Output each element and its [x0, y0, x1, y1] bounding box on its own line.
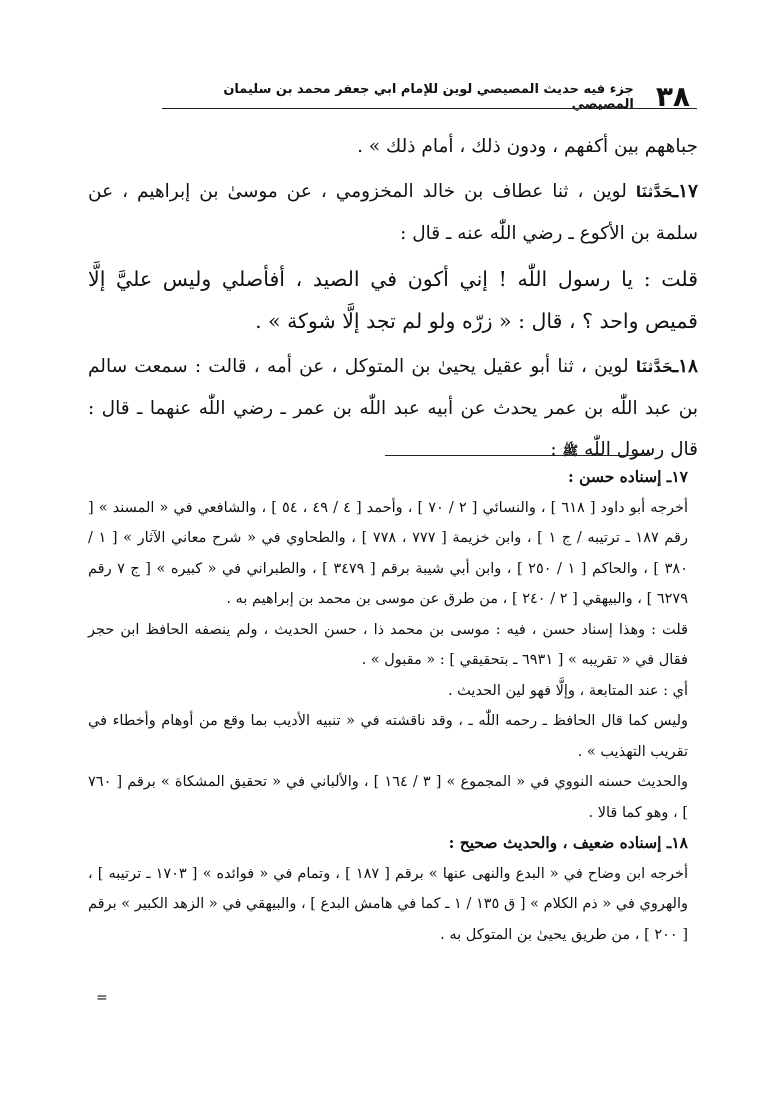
haddathana-mark: حَدَّثنَا	[635, 358, 673, 376]
running-title: جزء فيه حديث المصيصي لوين للإمام ابي جعفر محمد بن سليمان المصيصي	[223, 81, 634, 112]
hadith-number: ١٧ـ	[672, 181, 698, 202]
note-18-paragraph: أخرجه ابن وضاح في « البدع والنهى عنها » برقم [ ١٨٧ ] ، وتمام في « فوائده » [ ١٧٠٣ ـ ترتيبه ] ، والهروي في « ذم الكلام » [ ق ١٣٥ / ١ ـ كما في هامش البدع ] ، والبيهقي في « الزهد الكبير » برقم [ ٢٠٠ ] ، من طريق يحيىٰ بن المتوكل به .	[88, 865, 689, 943]
hadith-17-isnad	[88, 171, 698, 254]
hadith-text: لوين ، ثنا عطاف بن خالد المخزومي ، عن موسىٰ بن إبراهيم ، عن سلمة بن الأكوع ـ رضي اللّٰه عنه ـ قال :	[88, 181, 698, 244]
continuation-mark: =	[96, 990, 108, 1006]
footnote-divider	[385, 455, 650, 456]
salawat-symbol: ﷺ	[562, 444, 579, 459]
hadith-text: لوين ، ثنا أبو عقيل يحيىٰ بن المتوكل ، عن أمه ، قالت : سمعت سالم بن عبد اللّٰه بن عمر يحدث عن أبيه عبد اللّٰه بن عمر ـ رضي اللّٰه عنهما ـ قال : قال رسول اللّٰه	[88, 356, 698, 460]
note-17-paragraph: أي : عند المتابعة ، وإلَّا فهو لين الحديث .	[447, 682, 688, 699]
header-divider	[162, 108, 697, 109]
note-17-paragraph: أخرجه أبو داود [ ٦١٨ ] ، والنسائي [ ٢ / ٧٠ ] ، وأحمد [ ٤ / ٤٩ ، ٥٤ ] ، والشافعي في « المسند » [ رقم ١٨٧ ـ ترتيبه / ج ١ ] ، وابن خزيمة [ ٧٧٧ ، ٧٧٨ ] ، والطحاوي في « شرح معاني الآثار » [ ١ / ٣٨٠ ] ، والحاكم [ ١ / ٢٥٠ ] ، وابن أبي شيبة برقم [ ٣٤٧٩ ] ، والطبراني في « كبيره » [ ج ٧ رقم ٦٢٧٩ ] ، والبيهقي [ ٢ / ٢٤٠ ] ، من طرق عن موسى بن محمد بن إبراهيم به .	[88, 499, 689, 607]
hadith-number: ١٨ـ	[672, 356, 698, 377]
haddathana-mark: حَدَّثنَا	[635, 183, 673, 201]
page-number: ٣٨	[655, 80, 690, 113]
hadith-text-end: :	[550, 439, 563, 460]
main-text	[88, 126, 698, 476]
note-17-paragraph: قلت : وهذا إسناد حسن ، فيه : موسى بن محمد ذا ، حسن الحديث ، ولم ينصفه الحافظ ابن حجر فقال في « تقريبه » [ ٦٩٣١ ـ بتحقيقي ] : « مقبول » .	[88, 621, 688, 668]
hadith-18-isnad	[88, 346, 698, 472]
note-18-heading: ١٨ـ إسناده ضعيف ، والحديث صحيح :	[448, 833, 688, 852]
note-17-paragraph: والحديث حسنه النووي في « المجموع » [ ٣ / ١٦٤ ] ، والألباني في « تحقيق المشكاة » برقم [ ٧٦٠ ] ، وهو كما قالا .	[88, 774, 688, 821]
footnotes	[88, 462, 688, 950]
note-17-heading: ١٧ـ إسناده حسن :	[567, 467, 688, 486]
note-17-paragraph: وليس كما قال الحافظ ـ رحمه اللّٰه ـ ، وقد ناقشته في « تنبيه الأديب بما وقع من أوهام وأخطاء في تقريب التهذيب » .	[88, 713, 688, 760]
continuation-paragraph: جباههم بين أكفهم ، ودون ذلك ، أمام ذلك » .	[357, 136, 698, 157]
hadith-17-matn: قلت : يا رسول اللّٰه ! إني أكون في الصيد ، أفأصلي وليس عليَّ إلَّا قميص واحد ؟ ، قال : « زرّه ولو لم تجد إلَّا شوكة » .	[88, 267, 698, 333]
